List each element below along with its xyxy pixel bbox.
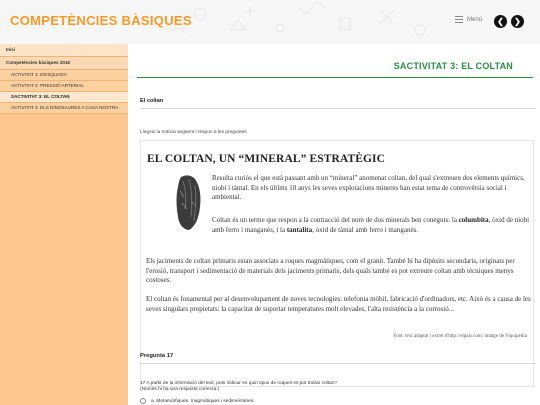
menu-button[interactable] xyxy=(455,16,482,23)
answer-option-a[interactable] xyxy=(140,398,254,404)
p2-text-a: Coltan és un terme que respon a la contracció del nom de dos minerals ben coneguts: la xyxy=(212,216,459,224)
activity-title-bar xyxy=(137,58,533,78)
sidebar-item-activitat-2[interactable]: ACTIVITAT 2: PRESSIÓ ARTERIAL xyxy=(0,81,128,92)
article-source: Font: text adaptat i extret d'http://elpais.com; imatge de Viquipèdia xyxy=(393,334,527,339)
section-title: El coltan xyxy=(140,98,164,104)
p2-text-e: , òxid de tàntal amb ferro i manganès. xyxy=(312,225,419,234)
question-title: Pregunta 17 xyxy=(140,353,174,359)
article-paragraph-1: Resulta curiós el que està passant amb un “mineral” anomenat coltan, del qual s'extreuen dos elements químics, niobi i tàntal. En els últims 10 anys les seves explotacions mineres han estat tema de controvèrsia social i ambiental. xyxy=(212,174,525,202)
article-paragraph-4: El coltan és fonamental per al desenvolupament de noves tecnologies: telefonia mòbil, fabricació d'ordinadors, etc. Això és a causa de les seves singulars propietats: la capacitat de suportar temperatures molt elevades, l'alta resistència a la corrosió... xyxy=(146,295,531,313)
question-line-2: (Només hi ha una resposta correcta.) xyxy=(140,387,220,392)
p2-columbita: columbita xyxy=(458,216,489,224)
p2-tantalita: tantalita xyxy=(286,225,313,234)
question-text xyxy=(140,381,530,393)
menu-icon xyxy=(455,16,463,23)
article-paragraph-2 xyxy=(212,216,530,235)
article-heading: EL COLTAN, UN “MINERAL” ESTRATÈGIC xyxy=(147,153,386,165)
header-bar xyxy=(0,0,540,44)
prev-arrow-icon[interactable]: ❮ xyxy=(494,15,507,28)
sidebar-item-activitat-1[interactable]: ACTIVITAT 1: D'ESQUADA xyxy=(0,70,128,81)
coltan-mineral-image xyxy=(171,173,207,233)
question-divider xyxy=(140,363,536,364)
news-article xyxy=(140,140,534,387)
sidebar-item-competencies[interactable]: Competències bàsiques 2016 xyxy=(0,57,128,70)
radio-icon[interactable] xyxy=(140,398,146,404)
sidebar-item-activitat-3[interactable]: SACTIVITAT 3: EL COLTAN xyxy=(0,92,128,103)
next-arrow-icon[interactable]: ❯ xyxy=(511,15,524,28)
article-paragraph-3: Els jaciments de coltan primaris estan associats a roques magmàtiques, com el granit. També hi ha dipòsits secundaris, originats per l'erosió, transport i sedimentació de materials dels jaciments primaris, dels quals també es pot extreure coltan amb tècniques menys costoses. xyxy=(146,257,515,285)
sidebar xyxy=(0,44,128,405)
activity-title: SACTIVITAT 3: EL COLTAN xyxy=(393,61,513,71)
section-divider xyxy=(140,108,536,109)
p2-text-c: , òxid de niobi amb ferro i manganès, i la xyxy=(212,216,530,234)
sidebar-item-inici[interactable]: Inici xyxy=(0,44,128,57)
answer-option-a-label: a. Metamòrfiques, magmàtiques i sedimentàries. xyxy=(151,398,255,404)
app-title[interactable]: COMPETÈNCIES BÀSIQUES xyxy=(10,13,192,28)
menu-label: Menú xyxy=(467,16,483,23)
sidebar-item-activitat-4[interactable]: ACTIVITAT 4: ELS DINOSAURES A CASA NOSTRA xyxy=(0,103,128,114)
question-line-1: 17 A partir de la informació del text, pots indicar en quin tipus de roques es pot trobar coltan? xyxy=(140,381,338,386)
main-content xyxy=(128,44,540,405)
instruction-text: Llegeix la notícia següent i respon a les preguntes xyxy=(140,130,247,135)
